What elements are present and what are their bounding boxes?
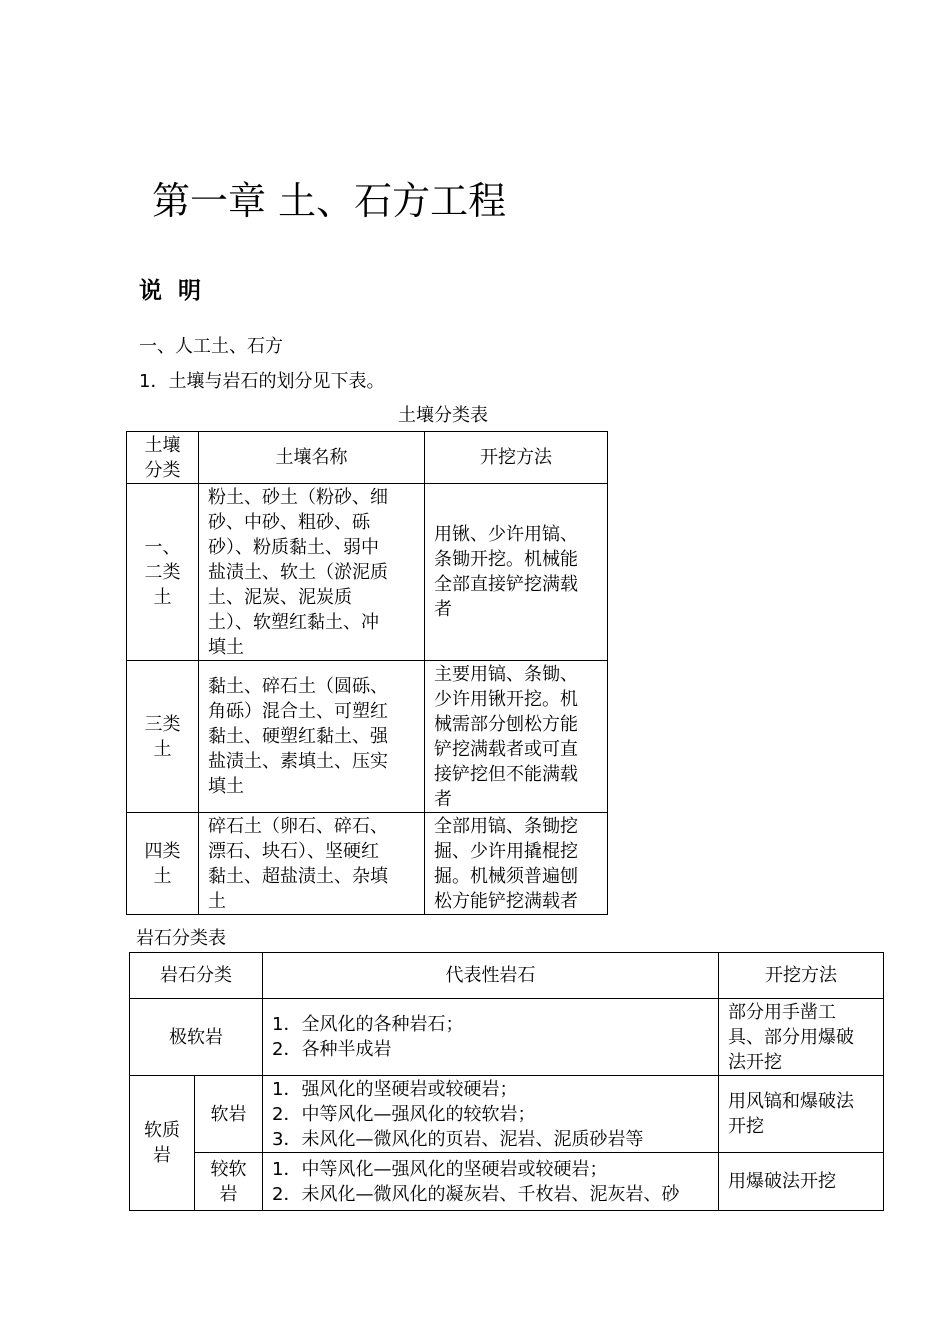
soil-classification-table — [126, 431, 608, 915]
rock-category-cell: 软岩 — [195, 1076, 263, 1153]
representative-rocks-cell: 1．强风化的坚硬岩或较硬岩； 2．中等风化—强风化的较软岩； 3．未风化—微风化的页岩、泥岩、泥质砂岩等 — [263, 1076, 719, 1153]
dig-method-cell: 部分用手凿工 具、部分用爆破 法开挖 — [719, 999, 884, 1076]
section-title: 说 明 — [139, 278, 206, 304]
soil-category-cell: 一、 二类 土 — [127, 484, 199, 661]
dig-method-cell: 主要用镐、条锄、 少许用锹开挖。机 械需部分刨松方能 铲挖满载者或可直 接铲挖但不能满载 者 — [425, 661, 608, 813]
table-row — [130, 1076, 884, 1153]
table-header-row — [127, 432, 608, 484]
dig-method-cell: 用锹、少许用镐、 条锄开挖。机械能 全部直接铲挖满载 者 — [425, 484, 608, 661]
table-row — [127, 661, 608, 813]
header-cell: 代表性岩石 — [263, 953, 719, 999]
soil-names-cell: 粉土、砂土（粉砂、细 砂、中砂、粗砂、砾 砂）、粉质黏土、弱中 盐渍土、软土（淤泥质 土、泥炭、泥炭质 土）、软塑红黏土、冲 填土 — [199, 484, 425, 661]
header-cell: 土壤名称 — [199, 432, 425, 484]
item-text: 1．土壤与岩石的划分见下表。 — [139, 371, 385, 392]
dig-method-cell: 用爆破法开挖 — [719, 1153, 884, 1211]
table-row — [127, 813, 608, 915]
header-cell: 开挖方法 — [719, 953, 884, 999]
dig-method-cell: 全部用镐、条锄挖 掘、少许用撬棍挖 掘。机械须普遍刨 松方能铲挖满载者 — [425, 813, 608, 915]
table-row — [127, 484, 608, 661]
part-heading: 一、人工土、石方 — [139, 336, 283, 357]
representative-rocks-cell: 1．全风化的各种岩石； 2．各种半成岩 — [263, 999, 719, 1076]
header-cell: 岩石分类 — [130, 953, 263, 999]
header-cell: 土壤 分类 — [127, 432, 199, 484]
rock-classification-table — [129, 952, 884, 1211]
chapter-title: 第一章 土、石方工程 — [152, 179, 507, 223]
soil-table-caption: 土壤分类表 — [398, 405, 488, 426]
table-header-row — [130, 953, 884, 999]
rock-category-cell: 极软岩 — [130, 999, 263, 1076]
rock-group-cell: 软质 岩 — [130, 1076, 195, 1211]
soil-category-cell: 三类 土 — [127, 661, 199, 813]
table-row — [130, 999, 884, 1076]
soil-names-cell: 黏土、碎石土（圆砾、 角砾）混合土、可塑红 黏土、硬塑红黏土、强 盐渍土、素填土、压实 填土 — [199, 661, 425, 813]
table-row — [130, 1153, 884, 1211]
rock-table-caption: 岩石分类表 — [136, 928, 226, 949]
dig-method-cell: 用风镐和爆破法 开挖 — [719, 1076, 884, 1153]
soil-category-cell: 四类 土 — [127, 813, 199, 915]
soil-names-cell: 碎石土（卵石、碎石、 漂石、块石）、坚硬红 黏土、超盐渍土、杂填 土 — [199, 813, 425, 915]
representative-rocks-cell: 1．中等风化—强风化的坚硬岩或较硬岩； 2．未风化—微风化的凝灰岩、千枚岩、泥灰岩、砂 — [263, 1153, 719, 1211]
header-cell: 开挖方法 — [425, 432, 608, 484]
rock-category-cell: 较软 岩 — [195, 1153, 263, 1211]
